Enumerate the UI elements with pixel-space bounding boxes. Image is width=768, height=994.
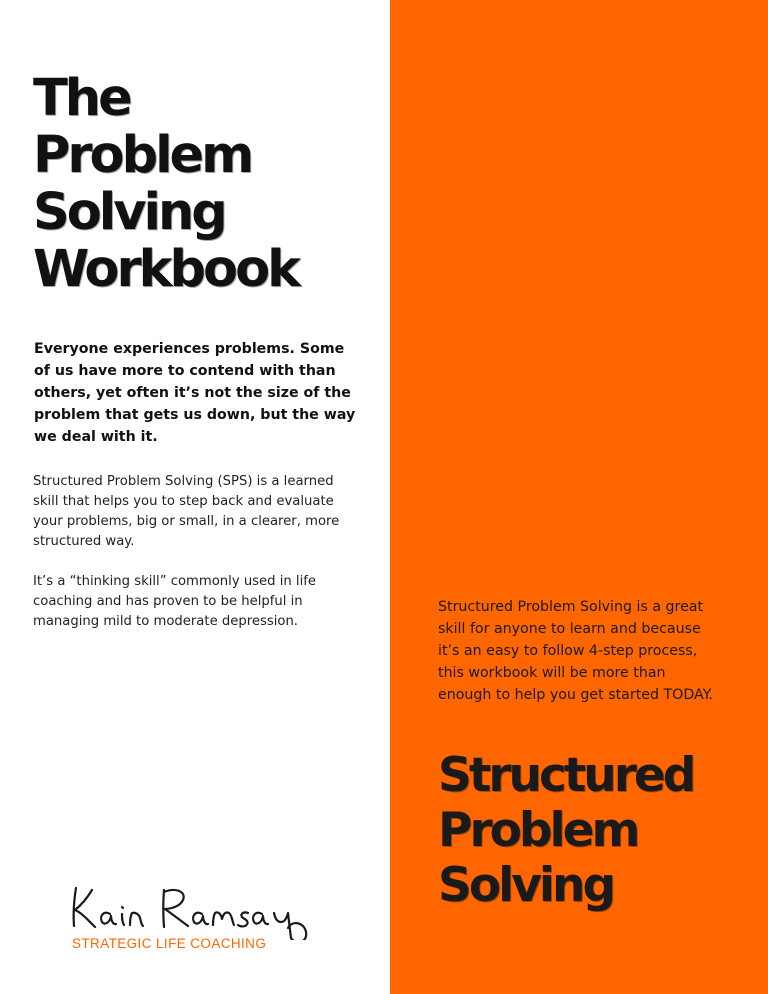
thinking-skill-paragraph: It’s a “thinking skill” commonly used in life coaching and has proven to be helpful in managing mild to moderate depression. — [33, 574, 317, 629]
sps-heading-line: Solving — [438, 858, 614, 913]
intro-paragraph: Everyone experiences problems. Some of us have more to contend with than others, yet often it’s not the size of the problem that gets us down, but the way we deal with it. — [34, 341, 356, 445]
signature-logo-mark — [62, 880, 312, 940]
sps-heading-line: Structured — [438, 748, 694, 803]
promo-paragraph: Structured Problem Solving is a great skill for anyone to learn and because it’s an easy to follow 4-step process, this workbook will be more than enough to help you get started TODAY. — [438, 599, 713, 703]
sps-heading-line: Problem — [438, 803, 638, 858]
workbook-title-line: Solving — [33, 183, 225, 242]
workbook-title-line: Workbook — [33, 240, 299, 299]
sps-definition-paragraph: Structured Problem Solving (SPS) is a learned skill that helps you to step back and evaluate your problems, big or small, in a clearer, more structured way. — [33, 474, 340, 549]
logo-tagline: STRATEGIC LIFE COACHING — [72, 936, 267, 951]
workbook-title — [33, 70, 373, 298]
kain-ramsay-logo — [62, 880, 312, 960]
sps-heading — [438, 748, 748, 913]
workbook-title-line: Problem — [33, 126, 252, 185]
workbook-title-line: The — [33, 69, 130, 128]
